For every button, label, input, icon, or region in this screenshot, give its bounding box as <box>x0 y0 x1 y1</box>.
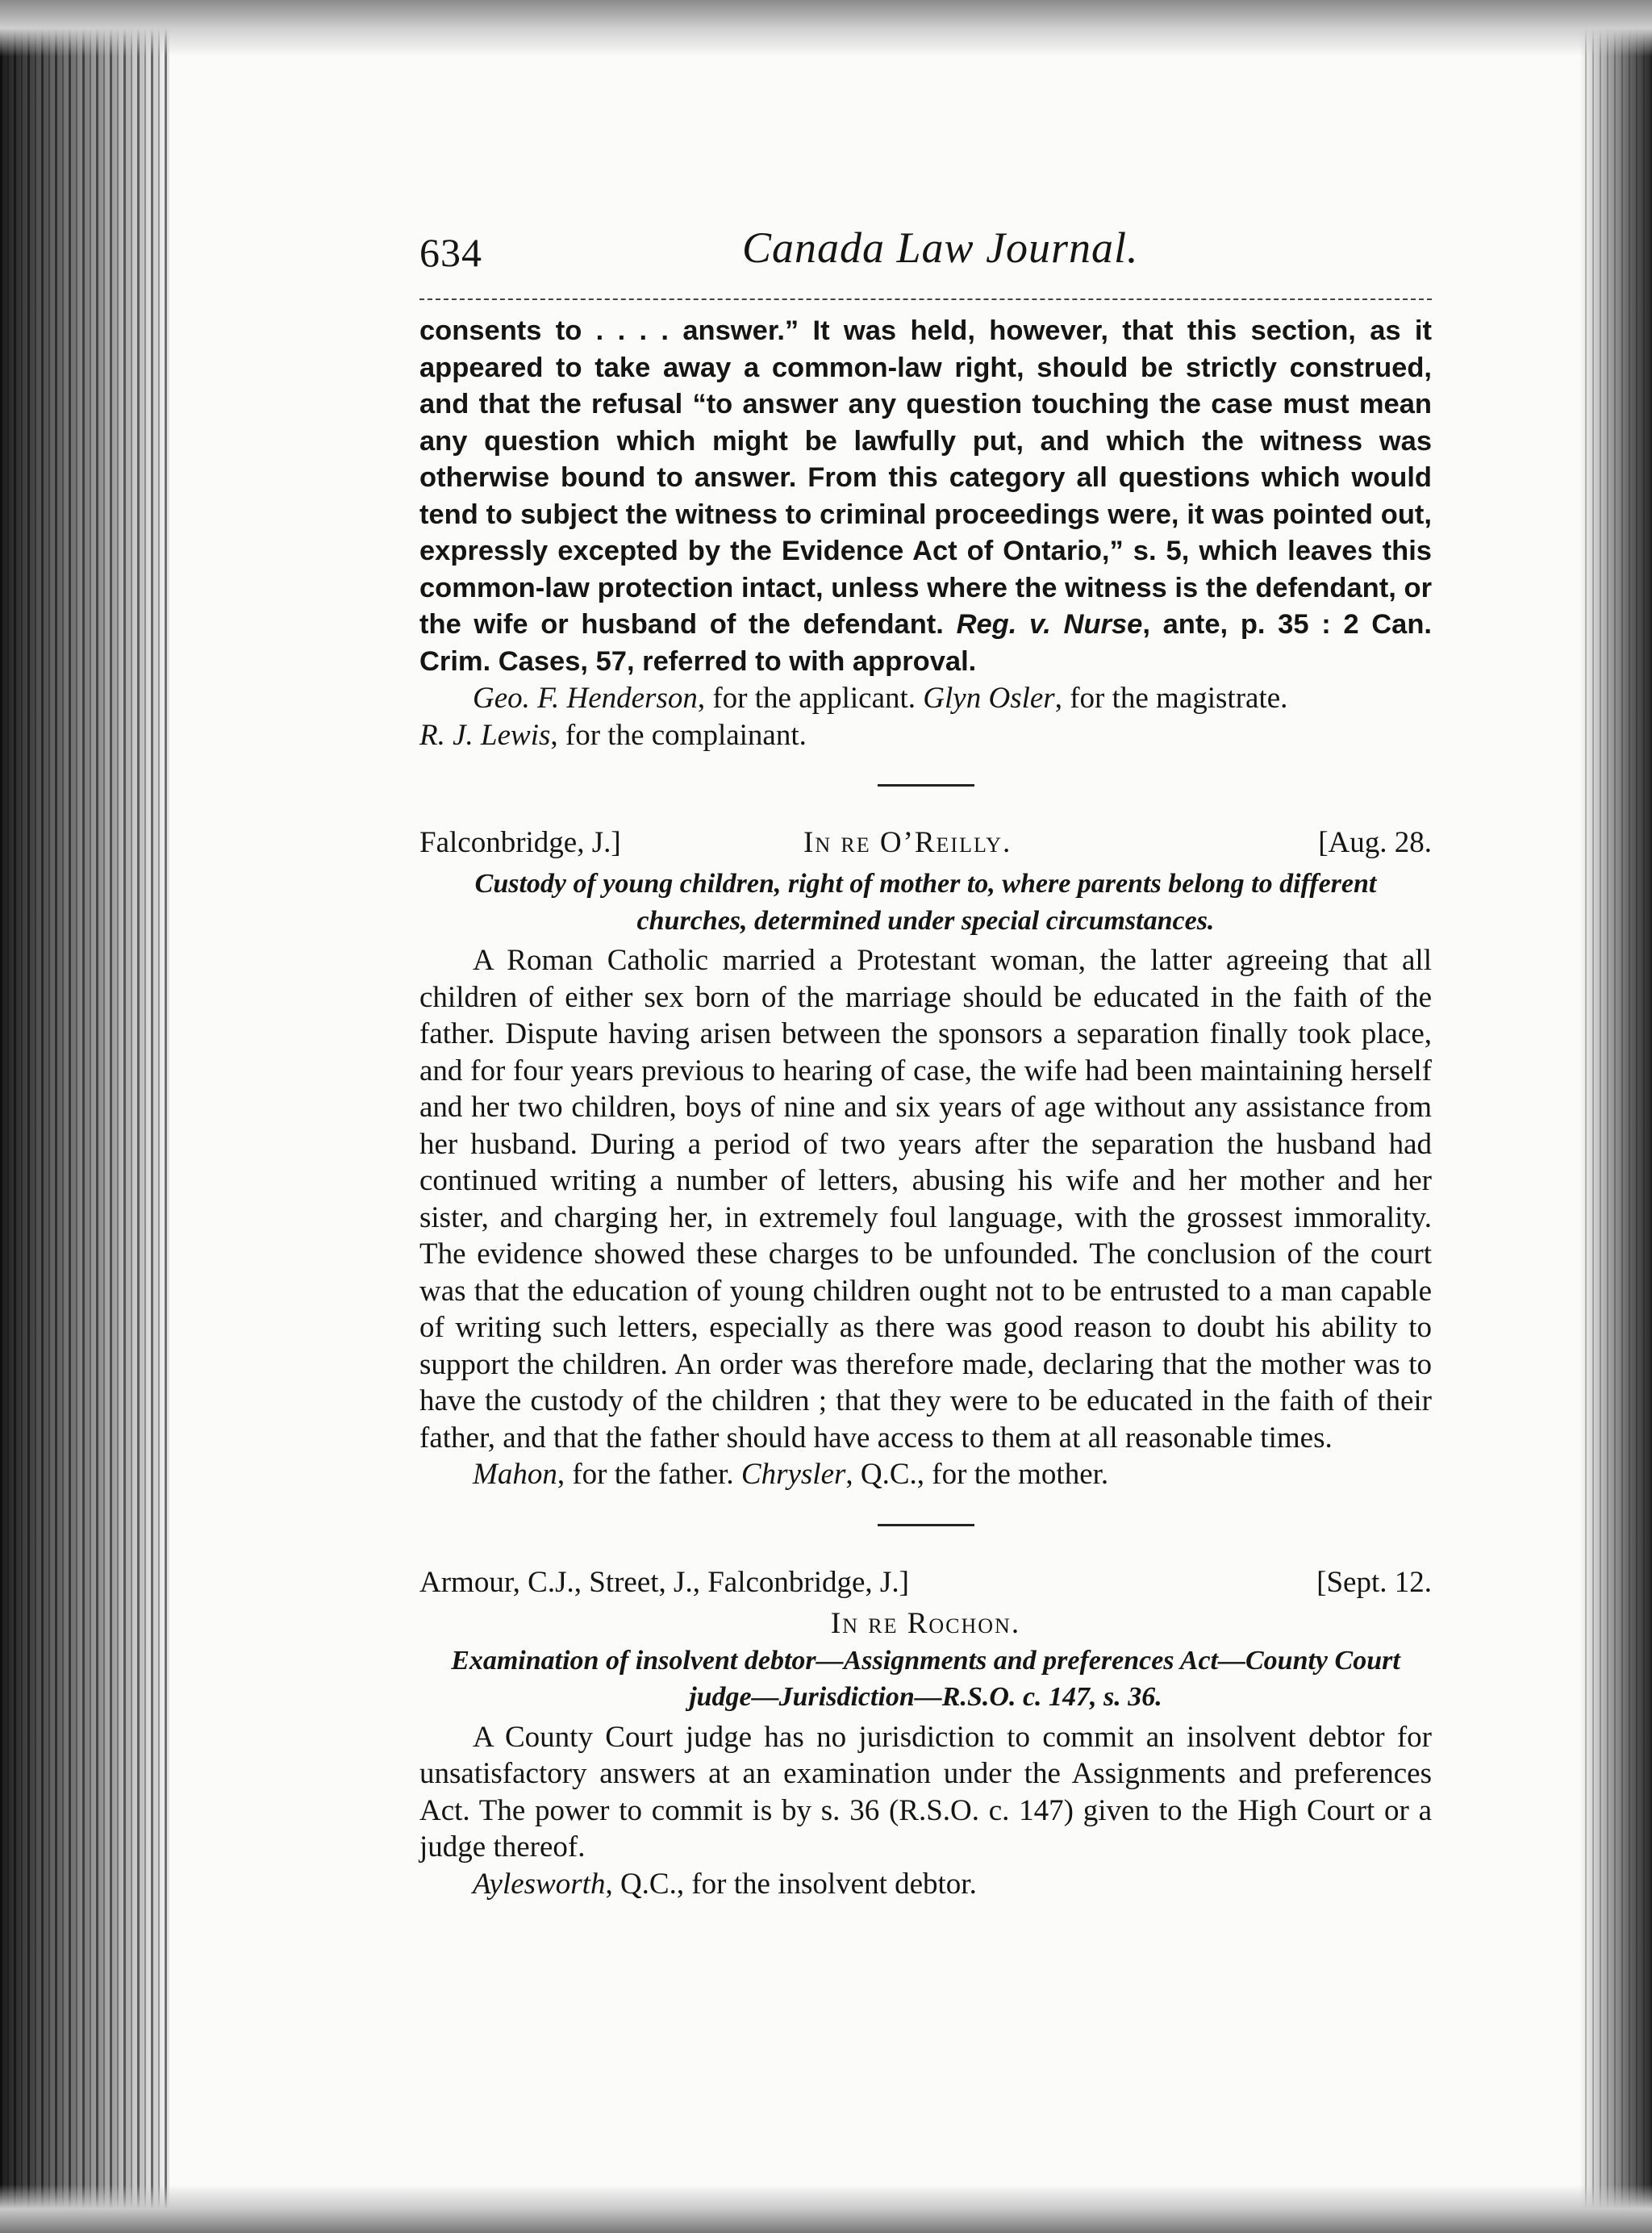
case-3-counsel-1-role: , Q.C., for the insolvent debtor. <box>605 1867 977 1901</box>
case-3-counsel-1-name: Aylesworth <box>473 1867 606 1901</box>
case-3-date: [Sept. 12. <box>1316 1565 1432 1599</box>
section-separator-1 <box>878 784 974 787</box>
case-2-counsel <box>419 1456 1432 1493</box>
case-2-date: [Aug. 28. <box>1318 826 1432 859</box>
case-1-citation-rest: , ante, p. 35 : 2 Can. Crim. Cases, 57, referred to with approval. <box>419 609 1432 677</box>
case-1-text: consents to . . . . answer.” It was held, however, that this section, as it appeared to take away a common-law right, should be strictly construed, and that the refusal “to answer any question touching the case must mean any question which might be lawfully put, and which the witness was otherwise bound to answer. From this category all questions which would tend to subject the witness to criminal proceedings were, it was pointed out, expressly excepted by the Evidence Act of Ontario,” s. 5, which leaves this common-law protection intact, unless where the witness is the defendant, or the wife or husband of the defendant. <box>419 315 1432 640</box>
case-2 <box>419 825 1432 1493</box>
case-1-counsel-line-1 <box>419 680 1432 717</box>
case-1-counsel-1-name: Geo. F. Henderson <box>473 682 698 715</box>
case-3-name: In re Rochon. <box>830 1606 1021 1640</box>
running-head <box>419 219 1432 292</box>
top-edge-shadow <box>0 0 1652 56</box>
case-2-headnote: Custody of young children, right of mother to, where parents belong to different churches, determined under special circumstances. <box>474 869 1377 936</box>
case-2-judge: Falconbridge, J.] <box>419 826 621 859</box>
case-3-judge: Armour, C.J., Street, J., Falconbridge, J.] <box>419 1565 909 1599</box>
journal-title: Canada Law Journal. <box>742 223 1139 272</box>
case-2-counsel-2-role: , Q.C., for the mother. <box>845 1458 1109 1491</box>
book-spine-shadow <box>0 0 169 2233</box>
case-1-citation-case: Reg. v. Nurse <box>956 609 1143 640</box>
case-1-counsel-2-name: Glyn Osler <box>923 682 1055 715</box>
case-1-counsel-3-role: , for the complainant. <box>550 718 807 752</box>
case-3-counsel <box>419 1866 1432 1903</box>
case-2-counsel-1-name: Mahon <box>473 1458 557 1491</box>
case-3-headnote: Examination of insolvent debtor—Assignments and preferences Act—County Court judge—Jurisdiction—R.S.O. c. 147, s. 36. <box>451 1645 1400 1712</box>
case-1-tail <box>419 313 1432 753</box>
case-2-name: In re O’Reilly. <box>803 826 1012 859</box>
bottom-edge-shadow <box>0 2185 1652 2233</box>
header-rule <box>419 298 1432 300</box>
case-1-counsel-3-name: R. J. Lewis <box>419 718 551 752</box>
case-2-counsel-1-role: , for the father. <box>557 1458 734 1491</box>
case-1-counsel-2-role: , for the magistrate. <box>1054 682 1288 715</box>
page-edge-shadow <box>1579 0 1652 2233</box>
case-2-counsel-2-name: Chrysler <box>740 1458 846 1491</box>
case-1-body <box>419 313 1432 680</box>
page-number: 634 <box>419 230 482 275</box>
case-1-counsel-1-role: , for the applicant. <box>697 682 916 715</box>
case-1-counsel-line-2 <box>419 717 1432 754</box>
section-separator-2 <box>878 1524 974 1526</box>
page-content <box>419 219 1432 1902</box>
case-3-heading <box>419 1565 1432 1605</box>
case-2-heading <box>419 825 1432 866</box>
case-3-body: A County Court judge has no jurisdiction to commit an insolvent debtor for unsatisfactory answers at an examination under the Assignments and preferences Act. The power to commit is by s. 36 (R.S.O. c. 147) given to the High Court or a judge thereof. <box>419 1720 1432 1864</box>
case-3 <box>419 1565 1432 1903</box>
case-2-body: A Roman Catholic married a Protestant woman, the latter agreeing that all children of either sex born of the marriage should be educated in the faith of the father. Dispute having arisen between the sponsors a separation finally took place, and for four years previous to hearing of case, the wife had been maintaining herself and her two children, boys of nine and six years of age without any assistance from her husband. During a period of two years after the separation the husband had continued writing a number of letters, abusing his wife and her mother and her sister, and charging her, in extremely foul language, with the grossest immorality. The evidence showed these charges to be unfounded. The conclusion of the court was that the education of young children ought not to be entrusted to a man capable of writing such letters, especially as there was good reason to doubt his ability to support the children. An order was therefore made, declaring that the mother was to have the custody of the children ; that they were to be educated in the faith of their father, and that the father should have access to them at all reasonable times. <box>419 944 1432 1455</box>
